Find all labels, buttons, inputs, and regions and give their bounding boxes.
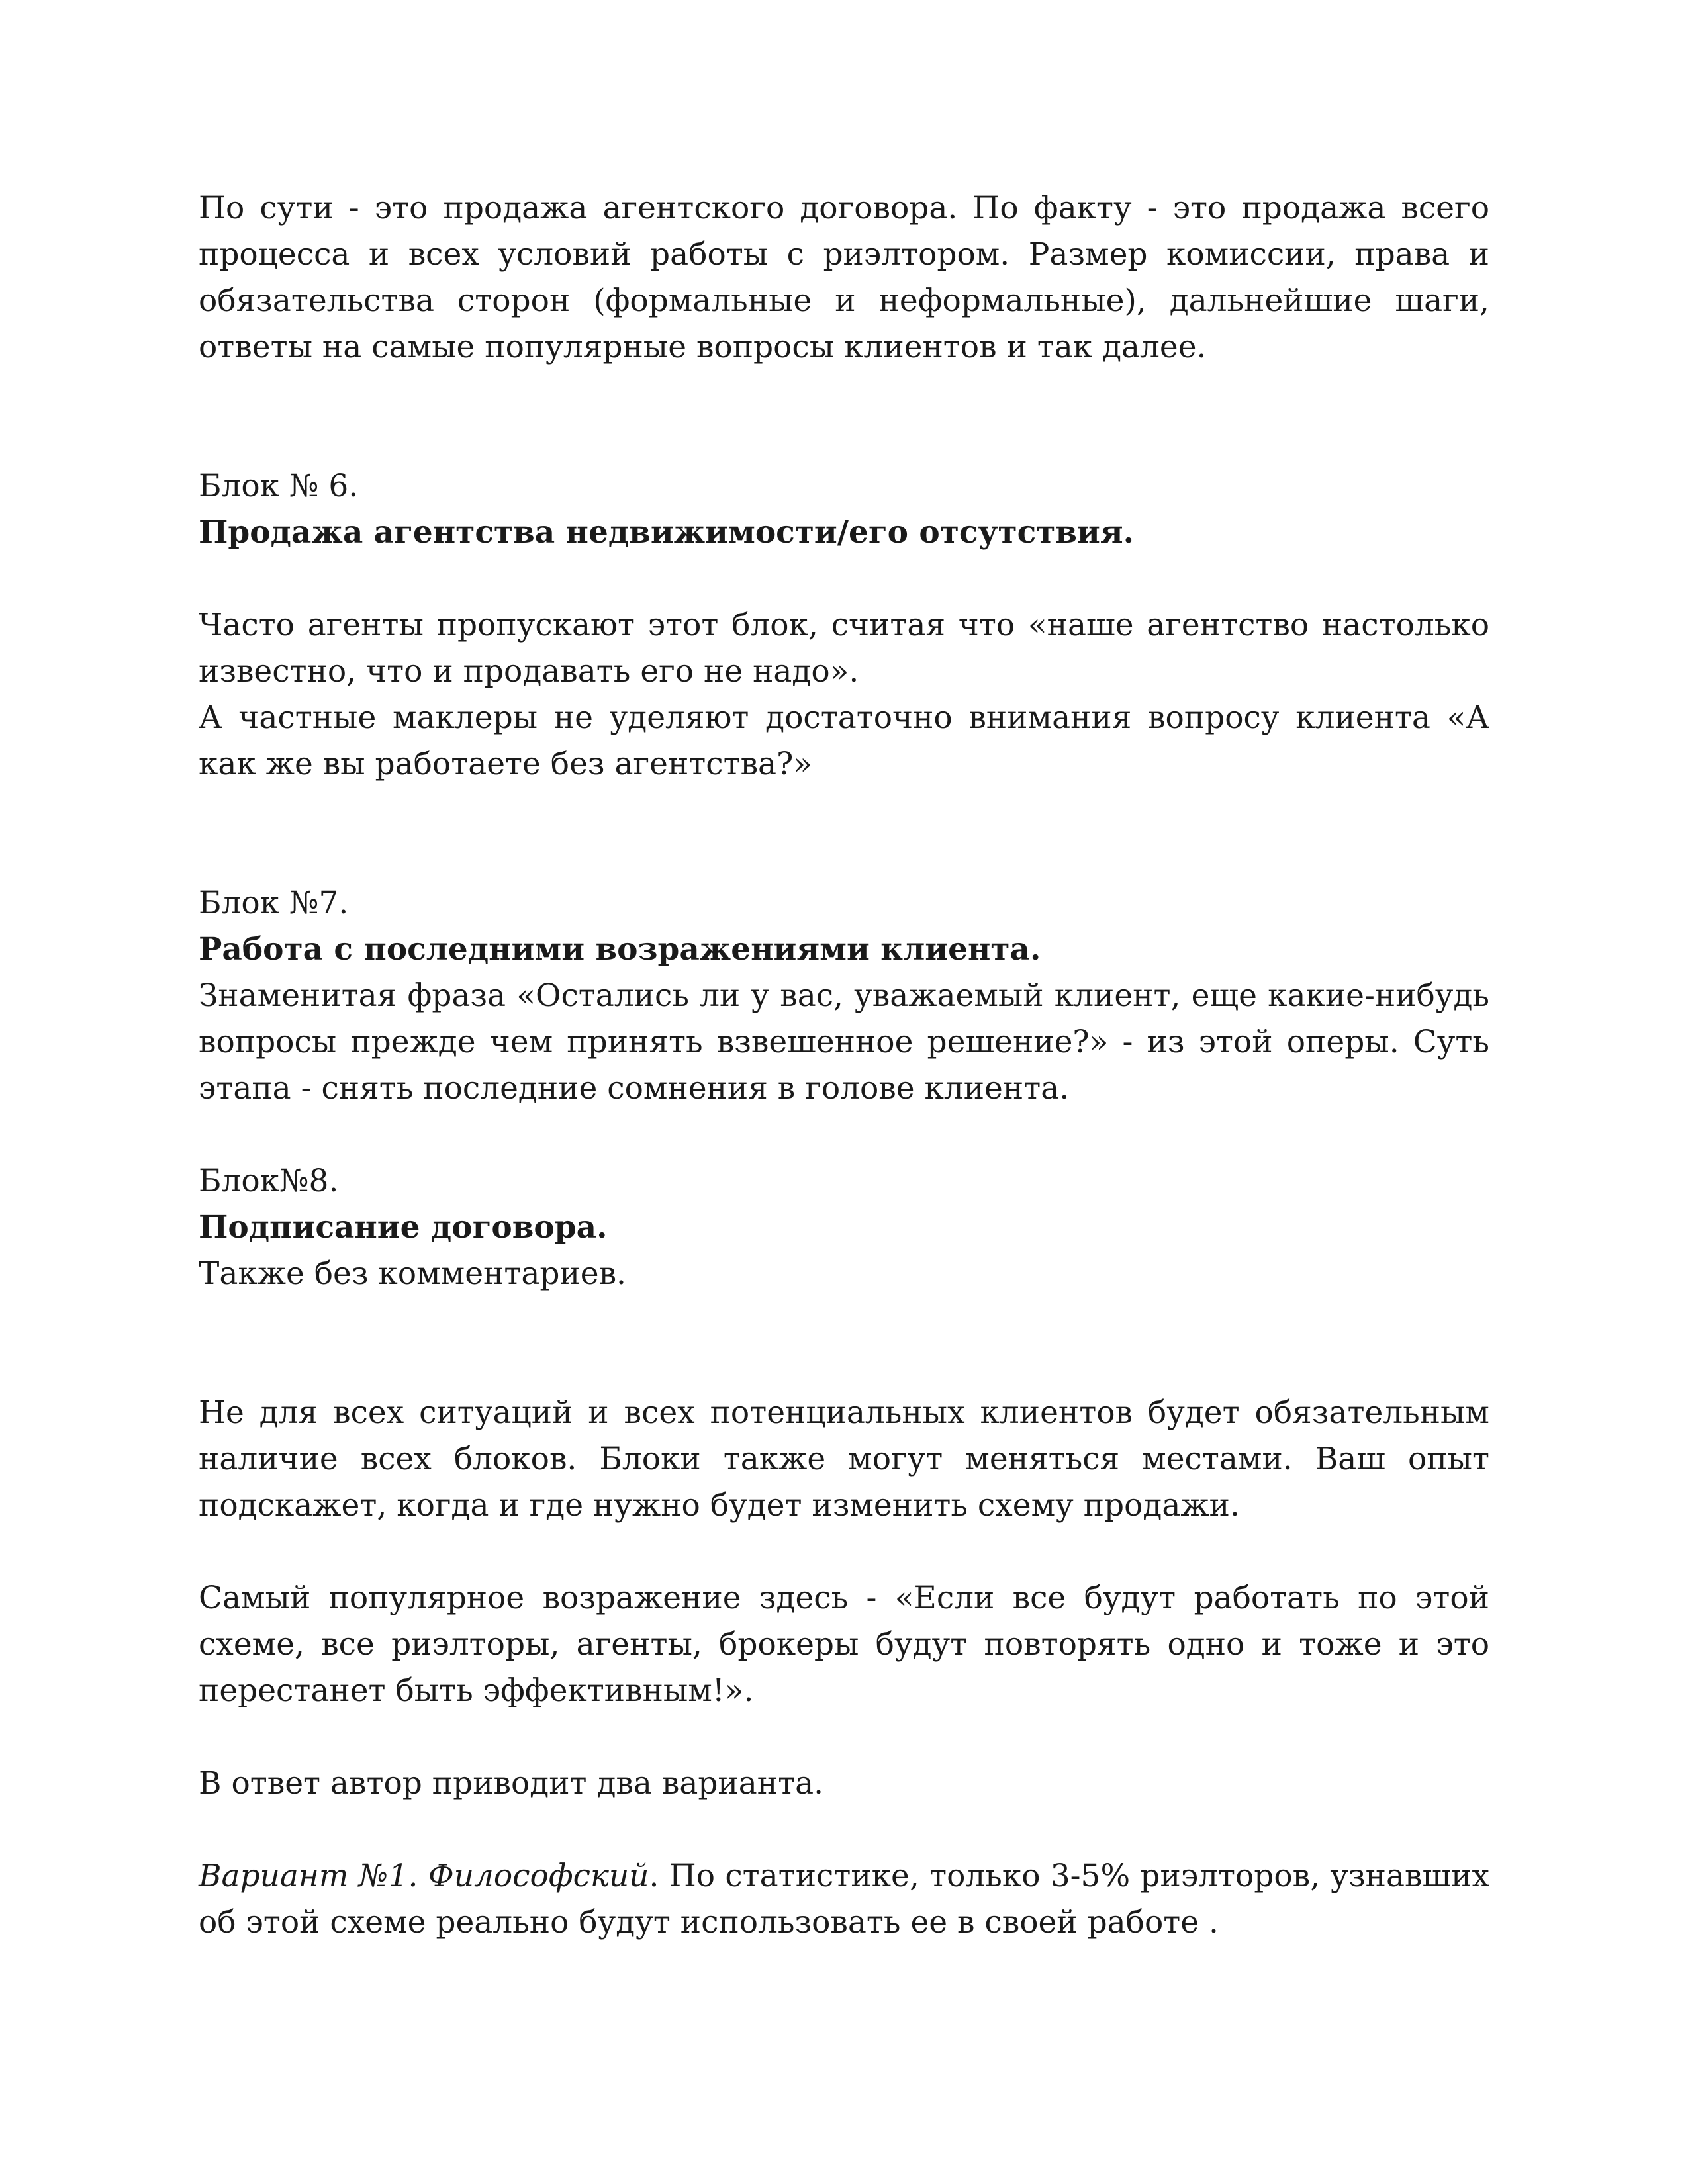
spacer xyxy=(199,371,1489,463)
intro-paragraph: По сути - это продажа агентского договора. По факту - это продажа всего процесса и всех условий работы с риэлтором. Размер комиссии, права и обязательства сторон (формальные и неформальные), дальнейшие шаги, ответы на самые популярные вопросы клиентов и так далее. xyxy=(199,190,1489,365)
spacer xyxy=(199,1112,1489,1158)
block8-heading: Подписание договора. xyxy=(199,1209,608,1246)
closing-paragraph-3: В ответ автор приводит два варианта. xyxy=(199,1765,824,1801)
spacer xyxy=(199,1297,1489,1390)
document-body xyxy=(199,185,1489,1946)
spacer xyxy=(199,1807,1489,1853)
spacer xyxy=(199,1529,1489,1575)
variant-1-text: . По статистике, только 3-5% риэлторов, узнавших об этой схеме реально будут использовать ее в своей работе . xyxy=(199,1858,1489,1940)
closing-paragraph-2: Самый популярное возражение здесь - «Если все будут работать по этой схеме, все риэлторы, агенты, брокеры будут повторять одно и тоже и это перестанет быть эффективным!». xyxy=(199,1580,1489,1709)
block7-heading: Работа с последними возражениями клиента. xyxy=(199,931,1041,968)
block6-heading: Продажа агентства недвижимости/его отсутствия. xyxy=(199,514,1135,551)
block7-label: Блок №7. xyxy=(199,885,349,921)
block8-paragraph-1: Также без комментариев. xyxy=(199,1255,626,1292)
spacer xyxy=(199,1714,1489,1760)
variant-1-paragraph xyxy=(199,1853,1489,1946)
spacer xyxy=(199,556,1489,602)
spacer xyxy=(199,788,1489,880)
closing-paragraph-1: Не для всех ситуаций и всех потенциальных клиентов будет обязательным наличие всех блоков. Блоки также могут меняться местами. Ваш опыт подскажет, когда и где нужно будет изменить схему продажи. xyxy=(199,1394,1489,1524)
block6-label: Блок № 6. xyxy=(199,468,359,504)
variant-1-label: Вариант №1. Философский xyxy=(199,1858,649,1894)
block6-paragraph-2: А частные маклеры не уделяют достаточно внимания вопросу клиента «А как же вы работаете без агентства?» xyxy=(199,700,1489,782)
block7-paragraph-1: Знаменитая фраза «Остались ли у вас, уважаемый клиент, еще какие-нибудь вопросы прежде чем принять взвешенное решение?» - из этой оперы. Суть этапа - снять последние сомнения в голове клиента. xyxy=(199,978,1489,1107)
block8-label: Блок№8. xyxy=(199,1163,339,1199)
block6-paragraph-1: Часто агенты пропускают этот блок, считая что «наше агентство настолько известно, что и продавать его не надо». xyxy=(199,607,1489,690)
